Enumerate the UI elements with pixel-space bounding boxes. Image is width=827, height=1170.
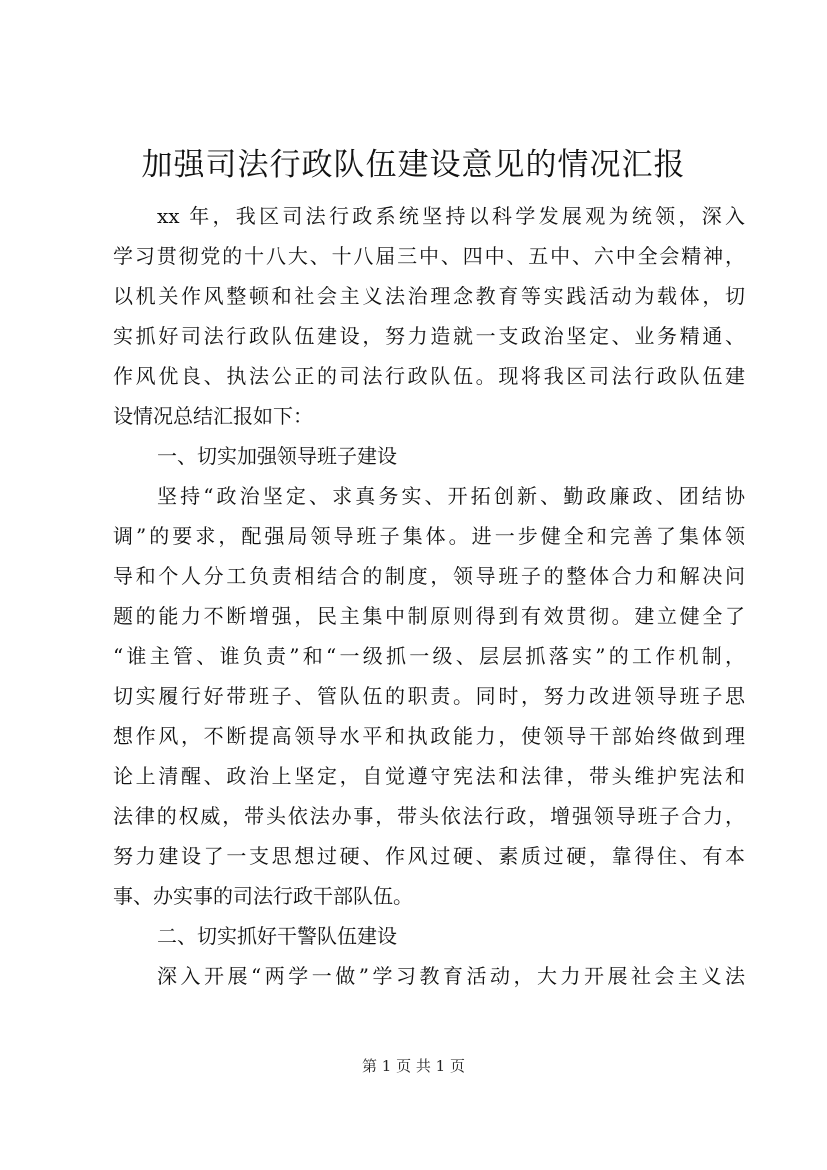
paragraph-line: 事、办实事的司法行政干部队伍。: [113, 884, 413, 908]
paragraph-line: 学习贯彻党的十八大、十八届三中、四中、五中、六中全会精神，: [113, 244, 745, 268]
paragraph-line: 努力建设了一支思想过硬、作风过硬、素质过硬，靠得住、有本: [113, 844, 745, 868]
paragraph-line: xx 年，我区司法行政系统坚持以科学发展观为统领，深入: [157, 204, 745, 228]
paragraph-line: 坚持“政治坚定、求真务实、开拓创新、勤政廉政、团结协: [157, 484, 745, 508]
paragraph-line: “谁主管、谁负责”和“一级抓一级、层层抓落实”的工作机制，: [113, 644, 745, 668]
paragraph-line: 导和个人分工负责相结合的制度，领导班子的整体合力和解决问: [113, 564, 745, 588]
paragraph-line: 以机关作风整顿和社会主义法治理念教育等实践活动为载体，切: [113, 284, 745, 308]
page-footer: 第 1 页 共 1 页: [362, 1057, 465, 1075]
paragraph-line: 调”的要求，配强局领导班子集体。进一步健全和完善了集体领: [113, 524, 745, 548]
paragraph-line: 设情况总结汇报如下：: [113, 404, 313, 428]
paragraph-line: 作风优良、执法公正的司法行政队伍。现将我区司法行政队伍建: [113, 364, 745, 388]
document-body: [113, 196, 745, 996]
paragraph-line: 实抓好司法行政队伍建设，努力造就一支政治坚定、业务精通、: [113, 324, 745, 348]
paragraph-line: 法律的权威，带头依法办事，带头依法行政，增强领导班子合力，: [113, 804, 745, 828]
paragraph-line: 切实履行好带班子、管队伍的职责。同时，努力改进领导班子思: [113, 684, 745, 708]
section-heading: 二、切实抓好干警队伍建设: [157, 924, 397, 948]
paragraph-line: 题的能力不断增强，民主集中制原则得到有效贯彻。建立健全了: [113, 604, 745, 628]
paragraph-line: 深入开展“两学一做”学习教育活动，大力开展社会主义法: [157, 964, 745, 988]
section-heading: 一、切实加强领导班子建设: [157, 444, 397, 468]
paragraph-line: 想作风，不断提高领导水平和执政能力，使领导干部始终做到理: [113, 724, 745, 748]
paragraph-line: 论上清醒、政治上坚定，自觉遵守宪法和法律，带头维护宪法和: [113, 764, 745, 788]
document-title: 加强司法行政队伍建设意见的情况汇报: [141, 147, 686, 183]
